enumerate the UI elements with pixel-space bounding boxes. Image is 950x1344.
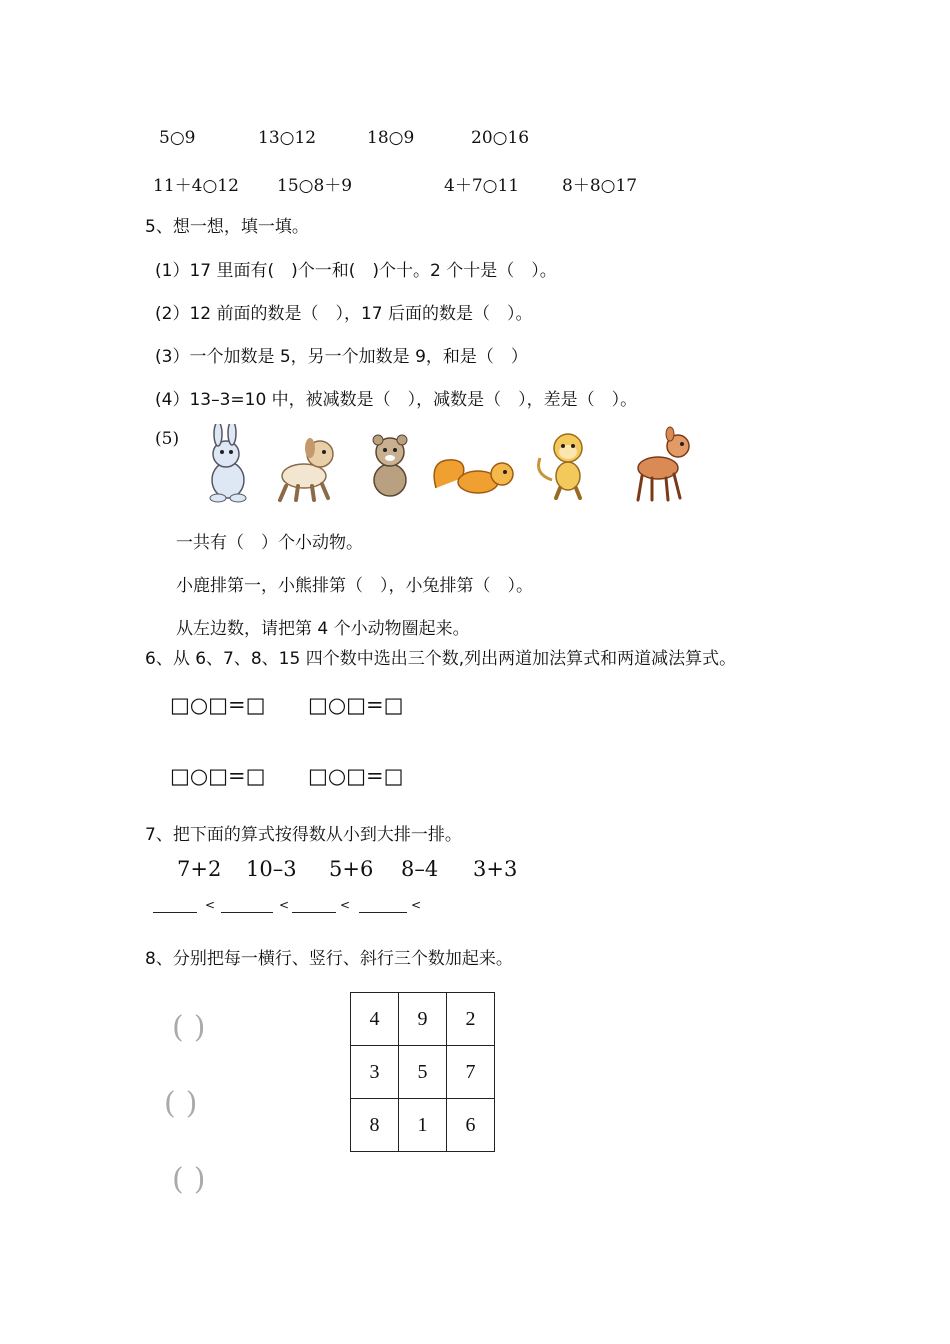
answer-blank[interactable] bbox=[221, 911, 273, 913]
less-than-sign: < bbox=[340, 898, 351, 912]
q5-item-3: (3）一个加数是 5，另一个加数是 9，和是（ ） bbox=[155, 347, 528, 367]
compare-item: 13○12 bbox=[258, 128, 317, 148]
grid-cell: 5 bbox=[399, 1046, 447, 1099]
q5-item-1: (1）17 里面有( )个一和( )个十。2 个十是（ ）。 bbox=[155, 261, 557, 281]
answer-parentheses[interactable]: () bbox=[172, 1162, 216, 1197]
compare-item: 20○16 bbox=[471, 128, 530, 148]
grid-cell: 6 bbox=[447, 1099, 495, 1152]
deer-icon bbox=[622, 426, 706, 504]
q5-sub-1: 一共有（ ）个小动物。 bbox=[176, 533, 363, 553]
q5-sub-2: 小鹿排第一，小熊排第（ ），小兔排第（ ）。 bbox=[176, 576, 533, 596]
expression: 7+2 bbox=[177, 857, 222, 881]
expression: 10–3 bbox=[246, 857, 297, 881]
answer-blank[interactable] bbox=[153, 911, 197, 913]
compare-item: 4＋7○11 bbox=[444, 176, 520, 196]
compare-item: 8＋8○17 bbox=[562, 176, 638, 196]
q5-item-2: (2）12 前面的数是（ ），17 后面的数是（ ）。 bbox=[155, 304, 533, 324]
compare-item: 18○9 bbox=[367, 128, 415, 148]
grid-cell: 3 bbox=[351, 1046, 399, 1099]
dog-icon bbox=[268, 424, 346, 504]
q6-heading: 6、从 6、7、8、15 四个数中选出三个数,列出两道加法算式和两道减法算式。 bbox=[145, 649, 737, 669]
less-than-sign: < bbox=[279, 898, 290, 912]
compare-item: 11＋4○12 bbox=[153, 176, 239, 196]
equation-template: □○□=□ bbox=[170, 693, 266, 717]
q5-sub-3: 从左边数，请把第 4 个小动物圈起来。 bbox=[176, 619, 470, 639]
magic-square bbox=[350, 992, 495, 1152]
grid-cell: 1 bbox=[399, 1099, 447, 1152]
rabbit-icon bbox=[188, 424, 266, 504]
less-than-sign: < bbox=[411, 898, 422, 912]
grid-cell: 7 bbox=[447, 1046, 495, 1099]
q5-item-5-label: (5) bbox=[155, 429, 180, 449]
compare-item: 5○9 bbox=[159, 128, 196, 148]
q7-heading: 7、把下面的算式按得数从小到大排一排。 bbox=[145, 825, 462, 845]
expression: 5+6 bbox=[329, 857, 374, 881]
grid-cell: 8 bbox=[351, 1099, 399, 1152]
bear-icon bbox=[360, 430, 422, 500]
grid-cell: 4 bbox=[351, 993, 399, 1046]
q8-heading: 8、分别把每一横行、竖行、斜行三个数加起来。 bbox=[145, 949, 513, 969]
compare-item: 15○8＋9 bbox=[277, 176, 353, 196]
grid-cell: 2 bbox=[447, 993, 495, 1046]
equation-template: □○□=□ bbox=[308, 764, 404, 788]
squirrel-icon bbox=[428, 448, 520, 498]
expression: 3+3 bbox=[473, 857, 518, 881]
grid-cell: 9 bbox=[399, 993, 447, 1046]
equation-template: □○□=□ bbox=[170, 764, 266, 788]
answer-blank[interactable] bbox=[292, 911, 336, 913]
answer-parentheses[interactable]: () bbox=[172, 1010, 216, 1045]
monkey-icon bbox=[532, 428, 604, 500]
equation-template: □○□=□ bbox=[308, 693, 404, 717]
q5-item-4: (4）13–3=10 中，被减数是（ ），减数是（ ），差是（ ）。 bbox=[155, 390, 638, 410]
answer-blank[interactable] bbox=[359, 911, 407, 913]
answer-parentheses[interactable]: () bbox=[164, 1086, 208, 1121]
less-than-sign: < bbox=[205, 898, 216, 912]
q5-heading: 5、想一想，填一填。 bbox=[145, 217, 309, 237]
expression: 8–4 bbox=[401, 857, 439, 881]
